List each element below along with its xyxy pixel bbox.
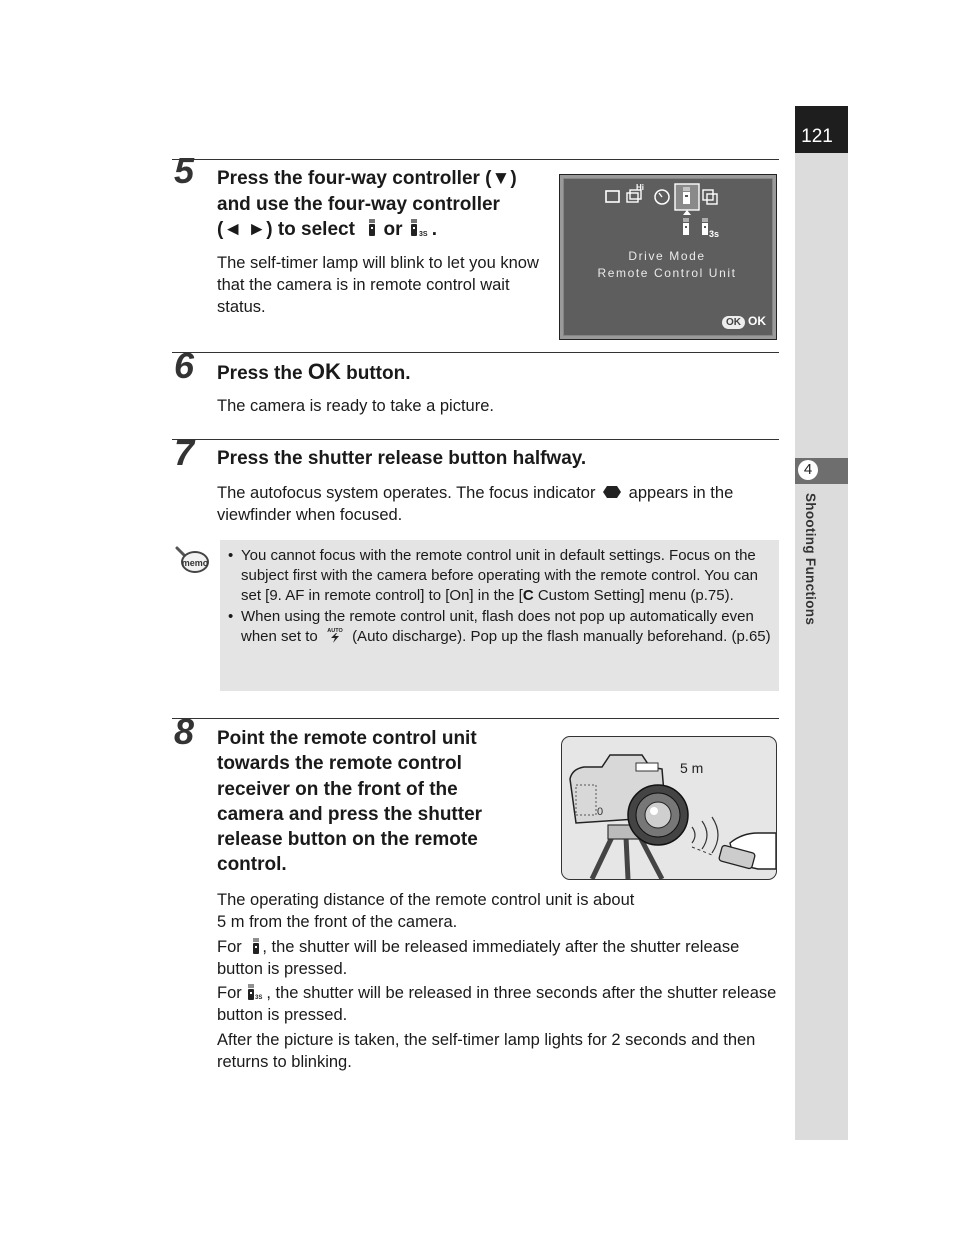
pointer-arrow: [683, 210, 691, 215]
single-frame-icon: [606, 191, 619, 202]
remote-3s-icon: [408, 219, 432, 237]
svg-text:AUTO: AUTO: [327, 628, 343, 634]
step-8-paragraph: For , the shutter will be released immediately after the shutter release button is pressed.: [217, 938, 740, 978]
ok-icon: OK: [722, 316, 745, 329]
step-8-paragraph: After the picture is taken, the self-timer lamp lights for 2 seconds and then returns to blinking.: [217, 1031, 756, 1071]
step-8-paragraph: The operating distance of the remote control unit is about 5 m from the front of the camera.: [217, 891, 635, 931]
drive-mode-icons: [603, 182, 727, 242]
self-timer-icon: [655, 190, 669, 204]
step-number: 5: [174, 150, 195, 191]
screen-ok-button: OK OK: [722, 314, 766, 329]
remote-icon: [683, 188, 690, 204]
svg-text:Hi: Hi: [636, 183, 644, 192]
step-5-body: The self-timer lamp will blink to let you know that the camera is in remote control wait status.: [217, 254, 539, 316]
step-6-heading: Press the OK button.: [217, 359, 411, 384]
step-divider: [172, 439, 779, 440]
chapter-title: Shooting Functions: [803, 493, 818, 626]
step-7-body: The autofocus system operates. The focus indicator appears in the viewfinder when focused.: [217, 484, 734, 524]
step-5-heading: [217, 166, 547, 243]
focus-indicator-icon: [603, 486, 621, 498]
auto-flash-icon: [324, 627, 346, 643]
remote-icon: [366, 219, 378, 237]
memo-list: [228, 546, 776, 648]
svg-text:0: 0: [597, 806, 604, 818]
ok-button-glyph: OK: [307, 359, 341, 384]
svg-text:memo: memo: [181, 558, 209, 568]
custom-setting-icon: C: [522, 587, 534, 604]
svg-text:3s: 3s: [709, 229, 720, 239]
step-divider: [172, 718, 779, 719]
remote-3s-icon: [702, 219, 719, 239]
memo-item: • When using the remote control unit, flash does not pop up automatically even when set to AUTO (Auto discharge). Pop up the flash manually beforehand. (p.65): [228, 607, 776, 647]
step-divider: [172, 352, 779, 353]
svg-text:3S: 3S: [255, 995, 263, 1000]
page-number: 121: [801, 126, 833, 147]
continuous-icon: [627, 183, 644, 202]
remote-operation-illustration: [561, 736, 777, 880]
step-number: 6: [174, 345, 195, 386]
step-6-body: The camera is ready to take a picture.: [217, 397, 494, 415]
step-number: 7: [174, 432, 195, 473]
chapter-number: 4: [798, 460, 818, 480]
screen-subtitle: Remote Control Unit: [597, 266, 737, 280]
remote-icon: [683, 219, 689, 235]
heading-line: and use the four-way controller: [217, 193, 500, 215]
bracket-icon: [703, 190, 717, 204]
memo-item: • You cannot focus with the remote control unit in default settings. Focus on the subject first with the camera before operating with the remote control. You can set [9. AF in remote control] to [On] in the [C Custom Setting] menu (p.75).: [228, 546, 776, 606]
step-7-heading: Press the shutter release button halfway.: [217, 448, 587, 469]
step-8-paragraph: For 3S , the shutter will be released in three seconds after the shutter release button is pressed.: [217, 984, 777, 1024]
step-8-heading: Point the remote control unit towards the remote control receiver on the front of the camera and press the shutter release button on the remote control.: [217, 728, 483, 876]
heading-line: (◄ ►) to select or 3S .: [217, 219, 438, 240]
camera-and-remote-drawing: [562, 737, 776, 879]
heading-line: Press the four-way controller (▼): [217, 168, 517, 189]
step-divider: [172, 159, 779, 160]
svg-text:3S: 3S: [418, 231, 428, 237]
screen-title: Drive Mode: [628, 249, 706, 263]
memo-icon: [174, 545, 212, 577]
remote-3s-icon: [246, 984, 266, 1000]
step-number: 8: [174, 711, 195, 752]
remote-icon: [250, 938, 262, 954]
svg-text:5 m: 5 m: [680, 760, 704, 776]
